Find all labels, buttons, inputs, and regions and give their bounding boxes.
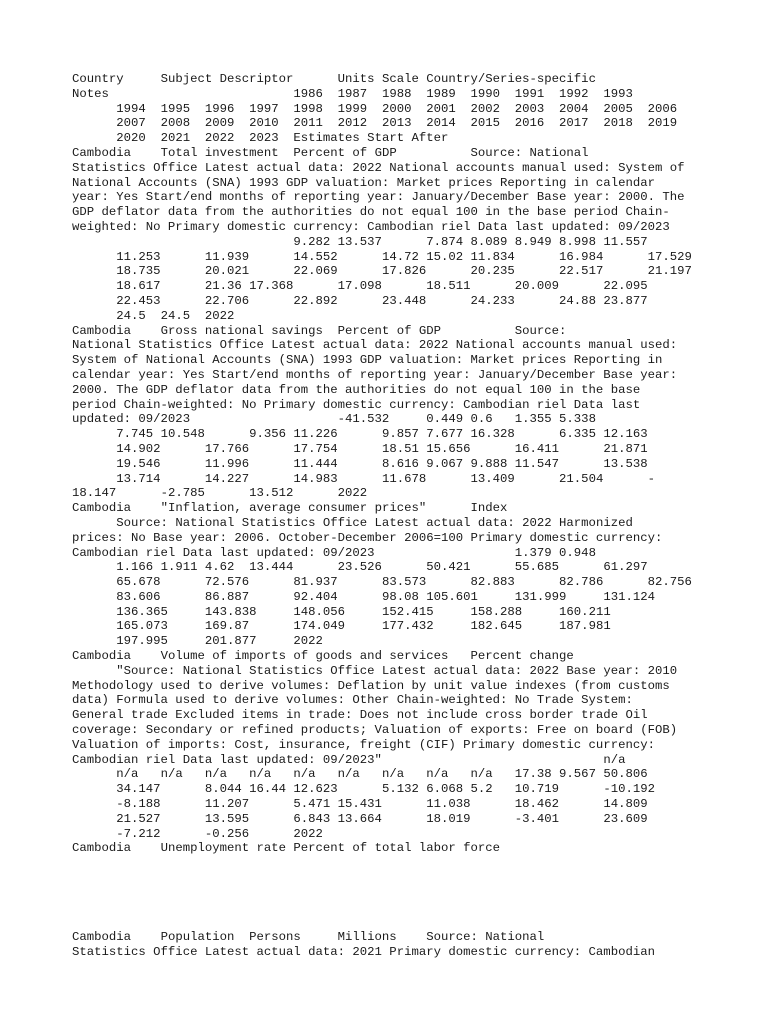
text-line: 165.073 169.87 174.049 177.432 182.645 187.981	[72, 619, 611, 634]
text-line: Cambodia Gross national savings Percent of GDP Source:	[72, 323, 567, 338]
text-line: n/a n/a n/a n/a n/a n/a n/a n/a n/a 17.38 9.567 50.806	[72, 767, 648, 782]
text-line: 65.678 72.576 81.937 83.573 82.883 82.786 82.756	[72, 575, 692, 590]
text-line: coverage: Secondary or refined products; Valuation of exports: Free on board (FOB)	[72, 723, 678, 738]
text-line: prices: No Base year: 2006. October-December 2006=100 Primary domestic currency:	[72, 530, 663, 545]
text-line	[72, 871, 712, 886]
text-line	[72, 886, 712, 901]
text-line: Statistics Office Latest actual data: 2022 National accounts manual used: System of	[72, 160, 685, 175]
text-line	[72, 901, 712, 916]
text-line: 13.714 14.227 14.983 11.678 13.409 21.504 -	[72, 471, 655, 486]
text-line: updated: 09/2023 -41.532 0.449 0.6 1.355 5.338	[72, 412, 596, 427]
text-line: Cambodia Total investment Percent of GDP Source: National	[72, 145, 589, 160]
text-line: Cambodia "Inflation, average consumer prices" Index	[72, 501, 508, 516]
text-line: 1.166 1.911 4.62 13.444 23.526 50.421 55.685 61.297	[72, 560, 648, 575]
text-line	[72, 856, 712, 871]
text-line: Cambodia Unemployment rate Percent of total labor force	[72, 841, 501, 856]
text-line: period Chain-weighted: No Primary domestic currency: Cambodian riel Data last	[72, 397, 641, 412]
text-line: 19.546 11.996 11.444 8.616 9.067 9.888 11.547 13.538	[72, 456, 648, 471]
text-line: Methodology used to derive volumes: Deflation by unit value indexes (from customs	[72, 678, 670, 693]
text-line: Notes 1986 1987 1988 1989 1990 1991 1992 1993	[72, 86, 633, 101]
text-line: 2020 2021 2022 2023 Estimates Start After	[72, 131, 449, 146]
text-line: General trade Excluded items in trade: Does not include cross border trade Oil	[72, 708, 648, 723]
text-line: 34.147 8.044 16.44 12.623 5.132 6.068 5.2 10.719 -10.192	[72, 782, 655, 797]
text-line: GDP deflator data from the authorities do not equal 100 in the base period Chain-	[72, 205, 670, 220]
text-line: 18.617 21.36 17.368 17.098 18.511 20.009 22.095	[72, 279, 648, 294]
text-line: weighted: No Primary domestic currency: Cambodian riel Data last updated: 09/2023	[72, 219, 670, 234]
text-line: 1994 1995 1996 1997 1998 1999 2000 2001 2002 2003 2004 2005 2006	[72, 101, 678, 116]
text-line: -7.212 -0.256 2022	[72, 826, 323, 841]
text-line: 14.902 17.766 17.754 18.51 15.656 16.411 21.871	[72, 441, 648, 456]
text-line: Cambodia Volume of imports of goods and services Percent change	[72, 649, 574, 664]
text-line: 136.365 143.838 148.056 152.415 158.288 160.211	[72, 604, 611, 619]
text-line: 24.5 24.5 2022	[72, 308, 235, 323]
text-line: 83.606 86.887 92.404 98.08 105.601 131.999 131.124	[72, 589, 655, 604]
text-line: 22.453 22.706 22.892 23.448 24.233 24.88 23.877	[72, 293, 648, 308]
text-line: -8.188 11.207 5.471 15.431 11.038 18.462 14.809	[72, 797, 648, 812]
text-line: 7.745 10.548 9.356 11.226 9.857 7.677 16.328 6.335 12.163	[72, 427, 648, 442]
text-line: Cambodian riel Data last updated: 09/2023 1.379 0.948	[72, 545, 596, 560]
text-line: "Source: National Statistics Office Latest actual data: 2022 Base year: 2010	[72, 663, 678, 678]
text-line: Source: National Statistics Office Latest actual data: 2022 Harmonized	[72, 515, 633, 530]
document-page	[72, 72, 712, 960]
text-line: Country Subject Descriptor Units Scale Country/Series-specific	[72, 72, 596, 86]
text-line: Valuation of imports: Cost, insurance, freight (CIF) Primary domestic currency:	[72, 737, 655, 752]
text-line: Statistics Office Latest actual data: 2021 Primary domestic currency: Cambodian	[72, 945, 655, 960]
text-line: 2000. The GDP deflator data from the authorities do not equal 100 in the base	[72, 382, 641, 397]
text-line: 9.282 13.537 7.874 8.089 8.949 8.998 11.557	[72, 234, 648, 249]
text-line	[72, 915, 712, 930]
text-line: 2007 2008 2009 2010 2011 2012 2013 2014 2015 2016 2017 2018 2019	[72, 116, 678, 131]
text-line: 18.147 -2.785 13.512 2022	[72, 486, 368, 501]
text-line: National Accounts (SNA) 1993 GDP valuation: Market prices Reporting in calendar	[72, 175, 655, 190]
text-line: National Statistics Office Latest actual data: 2022 National accounts manual used:	[72, 338, 678, 353]
text-line: 11.253 11.939 14.552 14.72 15.02 11.834 16.984 17.529	[72, 249, 692, 264]
text-line: Cambodia Population Persons Millions Source: National	[72, 930, 545, 945]
text-line: year: Yes Start/end months of reporting year: January/December Base year: 2000. The	[72, 190, 685, 205]
text-line: calendar year: Yes Start/end months of reporting year: January/December Base year:	[72, 367, 678, 382]
text-line: data) Formula used to derive volumes: Other Chain-weighted: No Trade System:	[72, 693, 633, 708]
text-line: Cambodian riel Data last updated: 09/2023" n/a	[72, 752, 626, 767]
text-line: 21.527 13.595 6.843 13.664 18.019 -3.401 23.609	[72, 811, 648, 826]
text-line: System of National Accounts (SNA) 1993 GDP valuation: Market prices Reporting in	[72, 353, 663, 368]
text-line: 18.735 20.021 22.069 17.826 20.235 22.517 21.197	[72, 264, 692, 279]
text-line: 197.995 201.877 2022	[72, 634, 323, 649]
